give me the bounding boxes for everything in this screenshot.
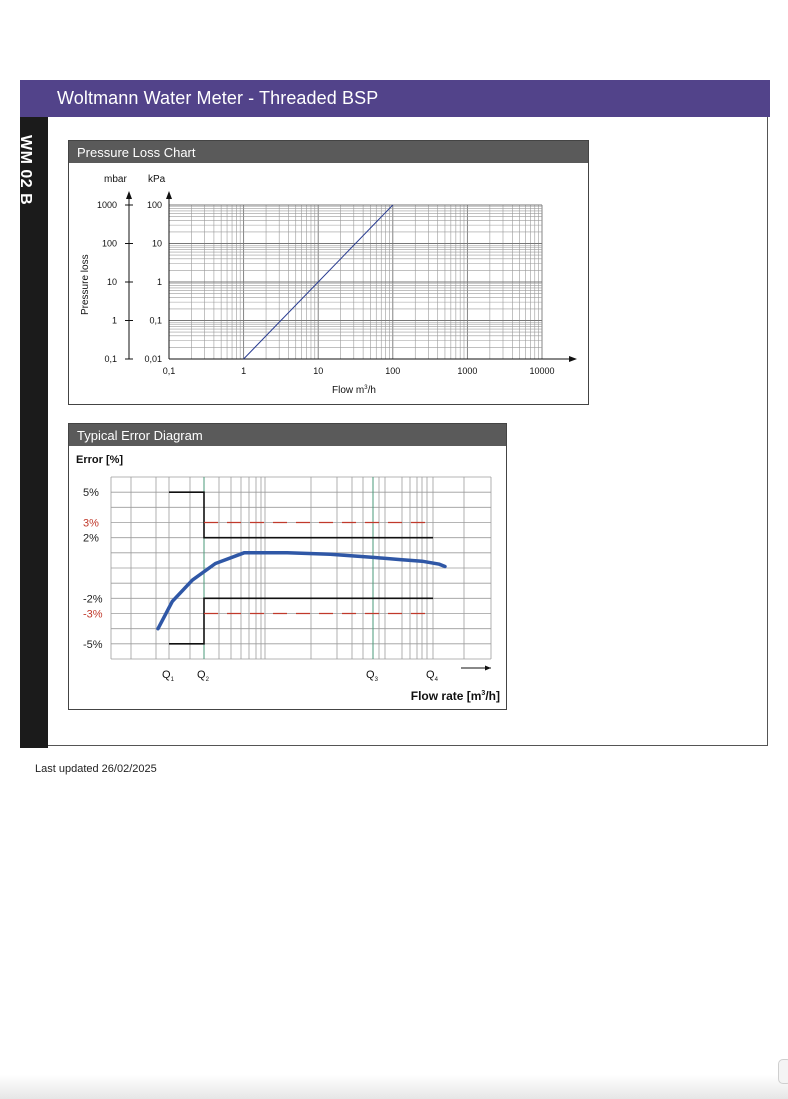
kpa-tick-label: 0,01 — [144, 354, 162, 364]
kpa-tick-label: 100 — [146, 200, 162, 210]
error-diagram-title: Typical Error Diagram — [69, 424, 506, 446]
mbar-axis-arrow — [126, 191, 132, 199]
y-axis-label: Pressure loss — [80, 254, 91, 315]
q-marker-label: $Q_4$ — [426, 669, 438, 683]
side-strip — [17, 117, 48, 748]
mbar-tick-label: 1 — [111, 315, 117, 326]
x-tick-label: 10000 — [529, 366, 555, 376]
kpa-tick-label: 10 — [151, 238, 162, 249]
x-tick-label: 100 — [385, 366, 401, 376]
x-tick-label: 10 — [313, 366, 324, 376]
mbar-tick-label: 10 — [106, 277, 117, 287]
y-tick-label: -2% — [83, 593, 103, 606]
y-tick-label: -3% — [83, 608, 103, 621]
mbar-unit-label: mbar — [104, 174, 127, 185]
bottom-shade — [0, 1075, 788, 1099]
mbar-tick-label: 100 — [101, 238, 117, 249]
flow-arrow-head — [485, 666, 491, 671]
scrollbar-grip[interactable] — [778, 1059, 788, 1084]
kpa-axis-arrow — [166, 191, 172, 199]
x-tick-label: 0,1 — [162, 366, 176, 376]
pressure-loss-title: Pressure Loss Chart — [69, 141, 588, 163]
x-axis-arrow — [569, 356, 577, 362]
q-marker-label: $Q_2$ — [197, 669, 209, 683]
upper-error-limit — [169, 492, 433, 538]
error-axis-label: Error [%] — [76, 454, 124, 466]
error-diagram-panel — [68, 423, 507, 710]
kpa-tick-label: 1 — [156, 277, 162, 287]
header-bar — [20, 80, 770, 117]
product-code: WM 02 B — [17, 135, 34, 206]
page-title: Woltmann Water Meter - Threaded BSP — [57, 88, 379, 108]
kpa-unit-label: kPa — [148, 174, 166, 185]
lower-error-limit — [169, 598, 433, 644]
y-tick-label: 2% — [83, 532, 99, 545]
q-marker-label: $Q_1$ — [162, 669, 174, 683]
y-tick-label: 5% — [83, 487, 99, 500]
last-updated: Last updated 26/02/2025 — [35, 763, 157, 775]
pressure-loss-chart — [69, 163, 588, 404]
kpa-tick-label: 0,1 — [149, 315, 162, 326]
error-diagram-chart — [69, 446, 506, 709]
x-tick-label: 1000 — [457, 366, 478, 376]
mbar-tick-label: 0,1 — [104, 354, 117, 364]
q-marker-label: $Q_3$ — [366, 669, 378, 683]
pressure-loss-panel — [68, 140, 589, 405]
x-tick-label: 1 — [241, 366, 247, 376]
x-axis-label: Flow $m^3/h$ — [332, 385, 376, 396]
y-tick-label: -5% — [83, 638, 103, 651]
y-tick-label: 3% — [83, 517, 99, 530]
mbar-tick-label: 1000 — [96, 200, 117, 210]
flow-rate-label: Flow rate $[m^3/h]$ — [410, 689, 500, 703]
